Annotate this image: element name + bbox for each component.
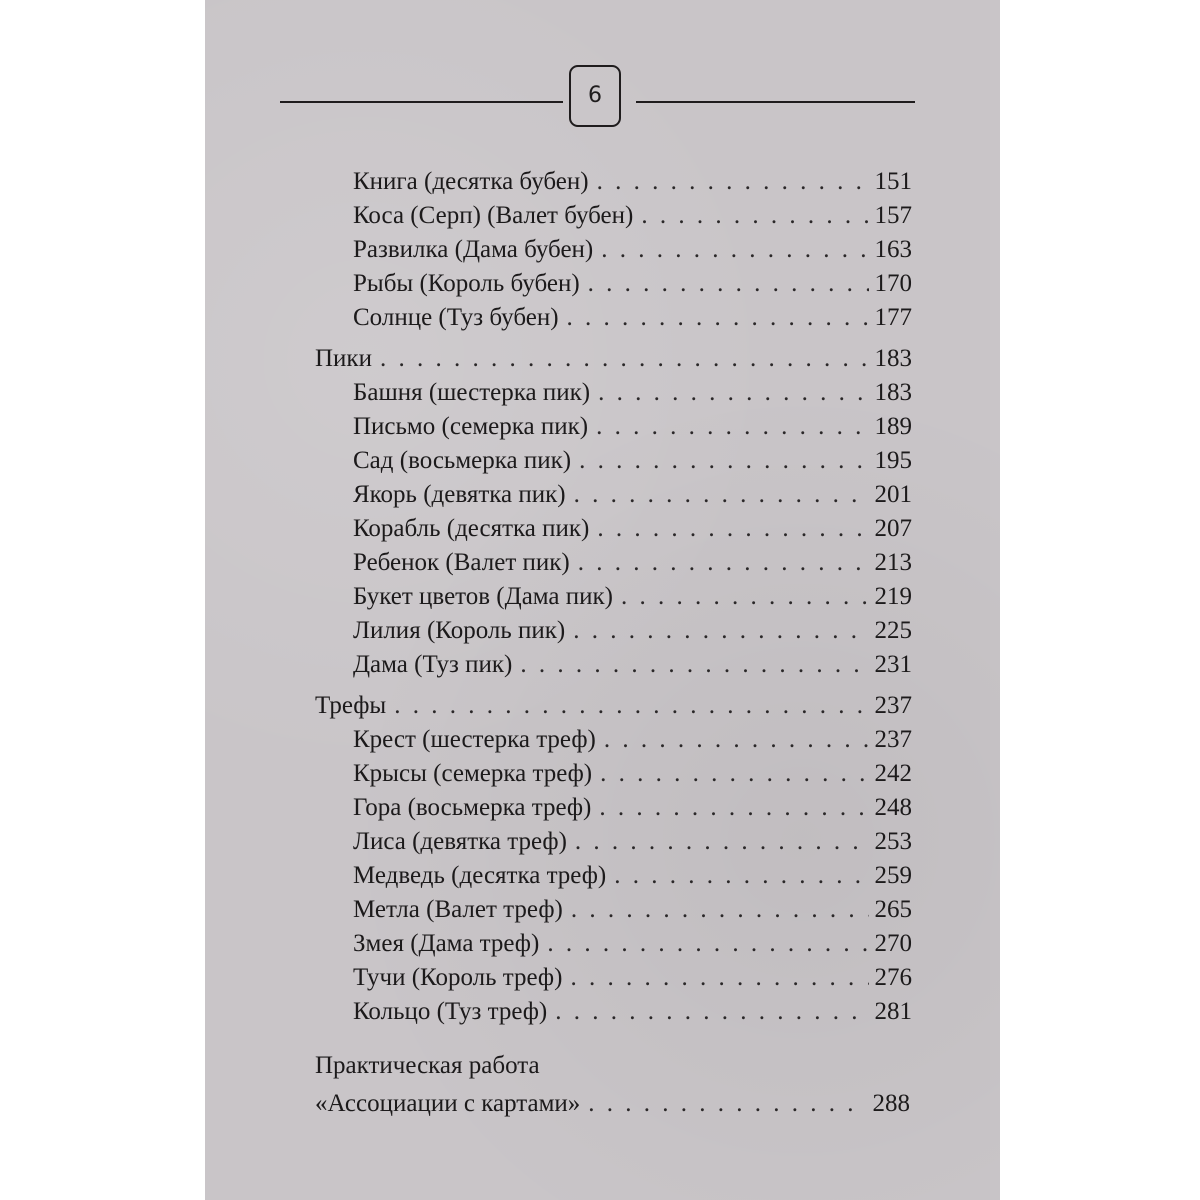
leader-dots	[641, 202, 868, 230]
toc-entry-title: Дама (Туз пик)	[353, 651, 513, 679]
leader-dots	[601, 236, 868, 264]
toc-entry-page: 170	[874, 270, 912, 298]
toc-entry[interactable]	[353, 168, 912, 202]
toc-entry-page: 207	[874, 515, 912, 542]
toc-entry-title: Кольцо (Туз треф)	[353, 998, 548, 1026]
leader-dots	[621, 583, 868, 611]
toc-entry-title: Крест (шестерка треф)	[353, 725, 596, 753]
toc-entry[interactable]	[353, 304, 912, 338]
practical-work-title: Практическая работа	[315, 1052, 540, 1079]
toc-entry-page: 231	[874, 651, 912, 679]
leader-dots	[570, 964, 868, 992]
toc-entry-page: 151	[874, 168, 912, 195]
leader-dots	[588, 270, 869, 298]
toc-entry-title: Башня (шестерка пик)	[353, 378, 591, 406]
toc-entry[interactable]	[353, 828, 912, 862]
leader-dots	[599, 794, 868, 822]
leader-dots	[597, 168, 869, 196]
toc-entry-page: 259	[874, 862, 912, 889]
toc-entry[interactable]	[353, 930, 912, 964]
toc-entry-page: 157	[874, 202, 912, 230]
toc-entry-title: Гора (восьмерка треф)	[353, 793, 592, 821]
toc-entry-title: Корабль (десятка пик)	[353, 515, 590, 542]
toc-entry-title: Медведь (десятка треф)	[353, 862, 607, 889]
toc-entry-page: 281	[874, 998, 912, 1026]
page-number: 6	[569, 65, 621, 127]
toc-entry-page: 248	[874, 793, 912, 821]
toc-entry-title: Лилия (Король пик)	[353, 617, 566, 645]
toc-entry[interactable]	[353, 583, 912, 617]
toc-section-heading-title: Трефы	[315, 691, 387, 719]
toc-entry-page: 276	[874, 964, 912, 992]
leader-dots	[596, 413, 868, 441]
toc-entry-title: Метла (Валет треф)	[353, 896, 563, 924]
toc-entry[interactable]	[353, 549, 912, 583]
toc-section-heading[interactable]	[315, 692, 912, 726]
toc-entry-page: 270	[874, 930, 912, 958]
toc-entry-title: Коса (Серп) (Валет бубен)	[353, 202, 634, 230]
toc-entry-page: 183	[874, 378, 912, 406]
toc-entry-page: 177	[874, 304, 912, 332]
toc-entry-title: Крысы (семерка треф)	[353, 759, 593, 787]
leader-dots	[573, 617, 868, 645]
toc-entry[interactable]	[353, 964, 912, 998]
toc-entry-title: Змея (Дама треф)	[353, 930, 540, 958]
toc-entry[interactable]	[353, 760, 912, 794]
toc-entry-page: 237	[874, 725, 912, 753]
toc-entry-title: Якорь (девятка пик)	[353, 480, 566, 508]
leader-dots	[575, 828, 869, 856]
toc-entry-page: 213	[874, 549, 912, 577]
toc-entry[interactable]	[353, 202, 912, 236]
toc-entry[interactable]	[353, 447, 912, 481]
leader-dots	[520, 651, 868, 679]
toc-entry-title: «Ассоциации с картами»	[315, 1090, 581, 1117]
leader-dots	[579, 447, 868, 475]
toc-entry[interactable]	[353, 726, 912, 760]
toc-entry-page: 195	[874, 446, 912, 474]
toc-entry-page: 265	[874, 896, 912, 924]
toc-entry-title: Тучи (Король треф)	[353, 964, 563, 992]
toc-entry[interactable]	[353, 236, 912, 270]
leader-dots	[600, 760, 868, 788]
toc-entry[interactable]	[353, 481, 912, 515]
toc-entry-title: Книга (десятка бубен)	[353, 168, 589, 195]
toc-entry-page: 225	[874, 617, 912, 645]
leader-dots	[614, 862, 868, 890]
toc-section-heading-title: Пики	[315, 344, 372, 372]
leader-dots	[578, 549, 869, 577]
leader-dots	[574, 481, 869, 509]
toc-entry-title: Рыбы (Король бубен)	[353, 270, 580, 298]
leader-dots	[597, 515, 868, 543]
toc-section-heading-page: 237	[874, 691, 912, 719]
toc-entry-title: Лиса (девятка треф)	[353, 827, 567, 855]
toc-entry-page: 253	[874, 827, 912, 855]
leader-dots	[555, 998, 868, 1026]
leader-dots	[394, 692, 868, 720]
toc-entry-title: Письмо (семерка пик)	[353, 412, 589, 440]
leader-dots	[567, 304, 869, 332]
toc-entry-page: 163	[874, 236, 912, 264]
leader-dots	[571, 896, 869, 924]
toc-section-heading[interactable]	[315, 345, 912, 379]
toc-entry[interactable]	[353, 862, 912, 896]
leader-dots	[604, 726, 869, 754]
toc-entry-title: Сад (восьмерка пик)	[353, 446, 572, 474]
toc-entry[interactable]	[353, 651, 912, 685]
toc-entry-page: 201	[874, 480, 912, 508]
toc-section-heading-page: 183	[874, 344, 912, 372]
leader-dots	[547, 930, 868, 958]
toc-entry-page: 242	[874, 759, 912, 787]
toc-entry[interactable]	[353, 617, 912, 651]
toc-entry[interactable]	[353, 998, 912, 1032]
toc-entry[interactable]	[353, 515, 912, 549]
toc-entry-page: 288	[872, 1090, 910, 1117]
toc-entry-title: Развилка (Дама бубен)	[353, 236, 594, 264]
toc-entry-title: Ребенок (Валет пик)	[353, 549, 570, 577]
toc-entry[interactable]	[353, 379, 912, 413]
toc-entry[interactable]	[353, 896, 912, 930]
toc-entry-title: Букет цветов (Дама пик)	[353, 583, 614, 611]
practical-work-entry[interactable]	[315, 1090, 910, 1124]
toc-entry-title: Солнце (Туз бубен)	[353, 304, 559, 332]
leader-dots	[588, 1090, 866, 1118]
toc-entry[interactable]	[353, 794, 912, 828]
leader-dots	[598, 379, 868, 407]
leader-dots	[380, 345, 869, 373]
toc-entry-page: 189	[874, 412, 912, 440]
toc-entry[interactable]	[353, 270, 912, 304]
toc-entry[interactable]	[353, 413, 912, 447]
toc-entry-page: 219	[874, 583, 912, 611]
